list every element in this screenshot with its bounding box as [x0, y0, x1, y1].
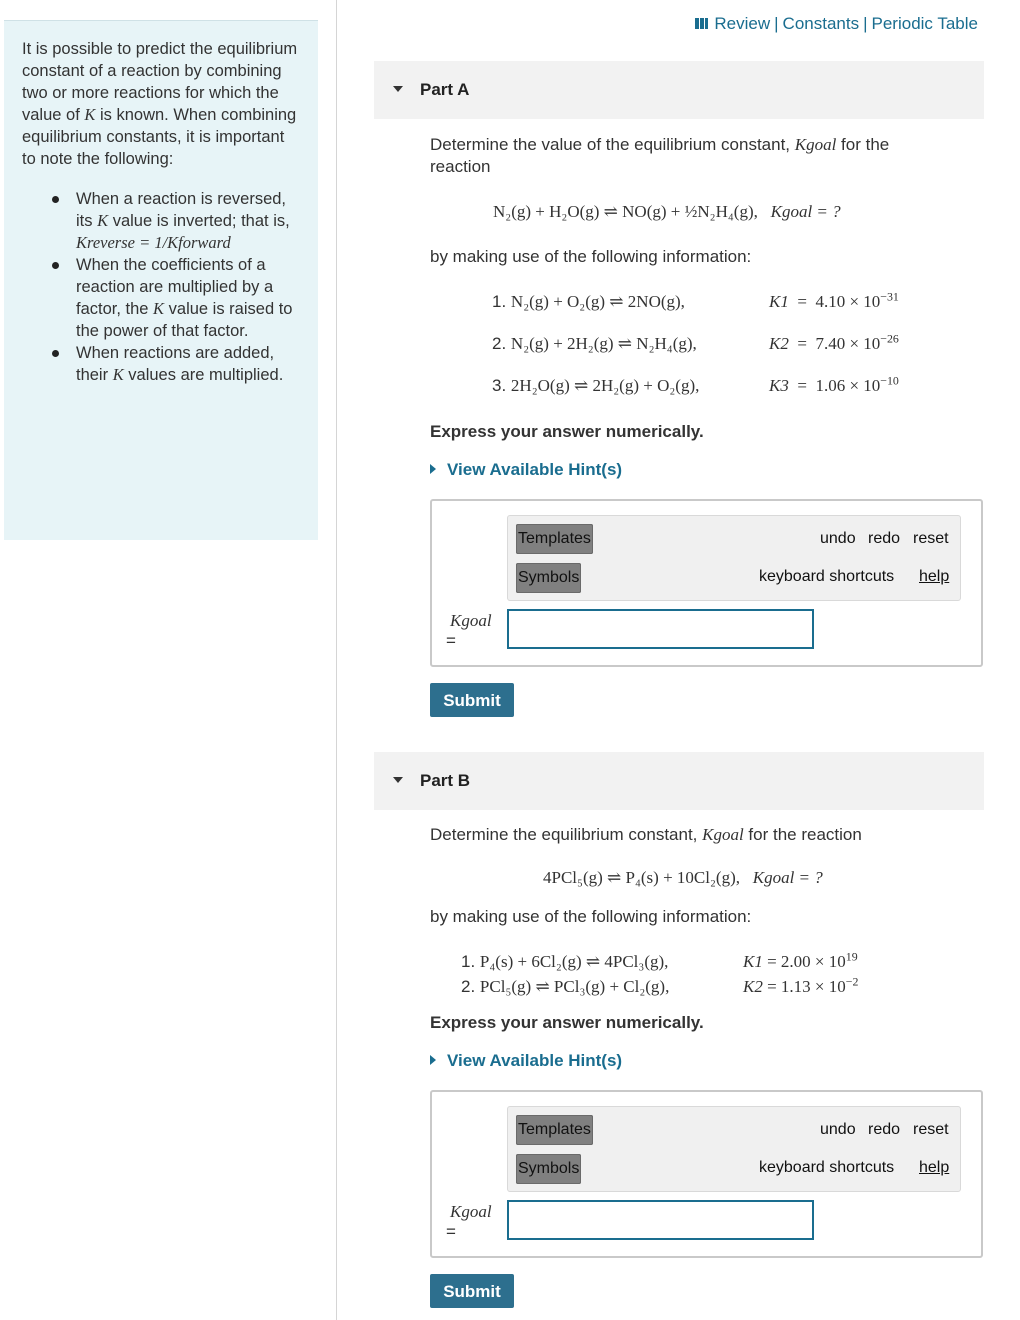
given-reaction-b2: 2. PCl₅(g) ⇌ PCl₃(g) + Cl₂(g),	[461, 977, 670, 996]
part-b-prompt: Determine the equilibrium constant, Kgoal for the reaction	[430, 825, 862, 844]
constants-link[interactable]: Constants	[782, 14, 860, 33]
part-b-submit-button[interactable]: Submit	[430, 1274, 514, 1308]
rules-list	[22, 188, 300, 386]
reset-button[interactable]: reset	[913, 1121, 949, 1138]
symbols-button[interactable]: Symbols	[516, 563, 581, 593]
part-b-header[interactable]	[374, 752, 984, 810]
rule-item: When a reaction is reversed, its K value is inverted; that is, Kreverse = 1/Kforward	[76, 188, 300, 254]
answer-label: Kgoal	[450, 611, 492, 630]
resource-links: Review | Constants | Periodic Table	[695, 14, 978, 34]
math-toolbar	[507, 515, 961, 601]
given-k-b2: $K2 = 1.13 \times 10^{-2}$	[743, 974, 859, 996]
keyboard-shortcuts-link[interactable]: keyboard shortcuts	[759, 1159, 895, 1176]
part-b-title: Part B	[420, 771, 471, 790]
undo-button[interactable]: undo	[820, 530, 856, 547]
templates-button[interactable]: Templates	[516, 1115, 593, 1145]
given-k-a3: $K3 = 1.06 \times 10^{-10}$	[769, 373, 899, 395]
given-reaction-b1: 1. P₄(s) + 6Cl₂(g) ⇌ 4PCl₃(g),	[461, 952, 669, 971]
collapse-caret-icon[interactable]	[393, 86, 403, 92]
given-k-a1: $K1 = 4.10 \times 10^{-31}$	[769, 289, 899, 311]
part-a-title: Part A	[420, 80, 470, 99]
symbols-button[interactable]: Symbols	[516, 1154, 581, 1184]
part-a-express: Express your answer numerically.	[430, 422, 704, 441]
help-link[interactable]: help	[919, 1159, 950, 1176]
reverse-formula: Kreverse = 1/Kforward	[76, 233, 231, 252]
expand-triangle-icon	[430, 464, 436, 474]
answer-label: Kgoal	[450, 1202, 492, 1221]
part-b-answer-input[interactable]	[507, 1200, 814, 1240]
given-reaction-a1: 1. N₂(g) + O₂(g) ⇌ 2NO(g),	[492, 292, 685, 311]
given-reaction-a2: 2. N₂(g) + 2H₂(g) ⇌ N₂H₄(g),	[492, 334, 697, 353]
math-toolbar	[507, 1106, 961, 1192]
periodic-table-link[interactable]: Periodic Table	[871, 14, 978, 33]
part-a-info-text: by making use of the following information:	[430, 247, 752, 266]
help-link[interactable]: help	[919, 568, 950, 585]
part-a-answer-input[interactable]	[507, 609, 814, 649]
part-a-answer-box	[430, 499, 983, 667]
review-icon	[695, 18, 708, 29]
given-k-b1: $K1 = 2.00 \times 10^{19}$	[743, 949, 858, 971]
reset-button[interactable]: reset	[913, 530, 949, 547]
redo-button[interactable]: redo	[868, 1121, 901, 1138]
part-b-goal-reaction: 4PCl₅(g) ⇌ P₄(s) + 10Cl₂(g), Kgoal = ?	[543, 868, 823, 887]
part-a-prompt: Determine the value of the equilibrium constant, Kgoal for the reaction	[430, 135, 890, 176]
part-a-goal-reaction: N₂(g) + H₂O(g) ⇌ NO(g) + ½N₂H₄(g), Kgoal = ?	[493, 202, 841, 221]
collapse-caret-icon[interactable]	[393, 777, 403, 783]
rule-item: When the coefficients of a reaction are multiplied by a factor, the K value is raised to the power of that factor.	[76, 254, 300, 342]
part-b-hint-link[interactable]: View Available Hint(s)	[430, 1051, 622, 1071]
redo-button[interactable]: redo	[868, 530, 901, 547]
keyboard-shortcuts-link[interactable]: keyboard shortcuts	[759, 568, 895, 585]
undo-button[interactable]: undo	[820, 1121, 856, 1138]
templates-button[interactable]: Templates	[516, 524, 593, 554]
part-b-express: Express your answer numerically.	[430, 1013, 704, 1032]
part-b-answer-box	[430, 1090, 983, 1258]
rule-item: When reactions are added, their K values are multiplied.	[76, 342, 300, 386]
answer-equals: =	[446, 1222, 456, 1241]
review-link[interactable]: Review	[714, 14, 771, 33]
info-sidebar	[4, 20, 318, 540]
sidebar-intro: It is possible to predict the equilibrium constant of a reaction by combining two or more reactions for which the value of K is known. When combining equilibrium constants, it is important to note the following:	[22, 40, 298, 168]
part-a-hint-link[interactable]: View Available Hint(s)	[430, 460, 622, 480]
part-b-info-text: by making use of the following information:	[430, 907, 752, 926]
given-reaction-a3: 3. 2H₂O(g) ⇌ 2H₂(g) + O₂(g),	[492, 376, 700, 395]
part-a-header[interactable]	[374, 61, 984, 119]
given-k-a2: $K2 = 7.40 \times 10^{-26}$	[769, 331, 899, 353]
answer-equals: =	[446, 631, 456, 650]
column-divider	[336, 0, 337, 1320]
part-a-submit-button[interactable]: Submit	[430, 683, 514, 717]
expand-triangle-icon	[430, 1055, 436, 1065]
